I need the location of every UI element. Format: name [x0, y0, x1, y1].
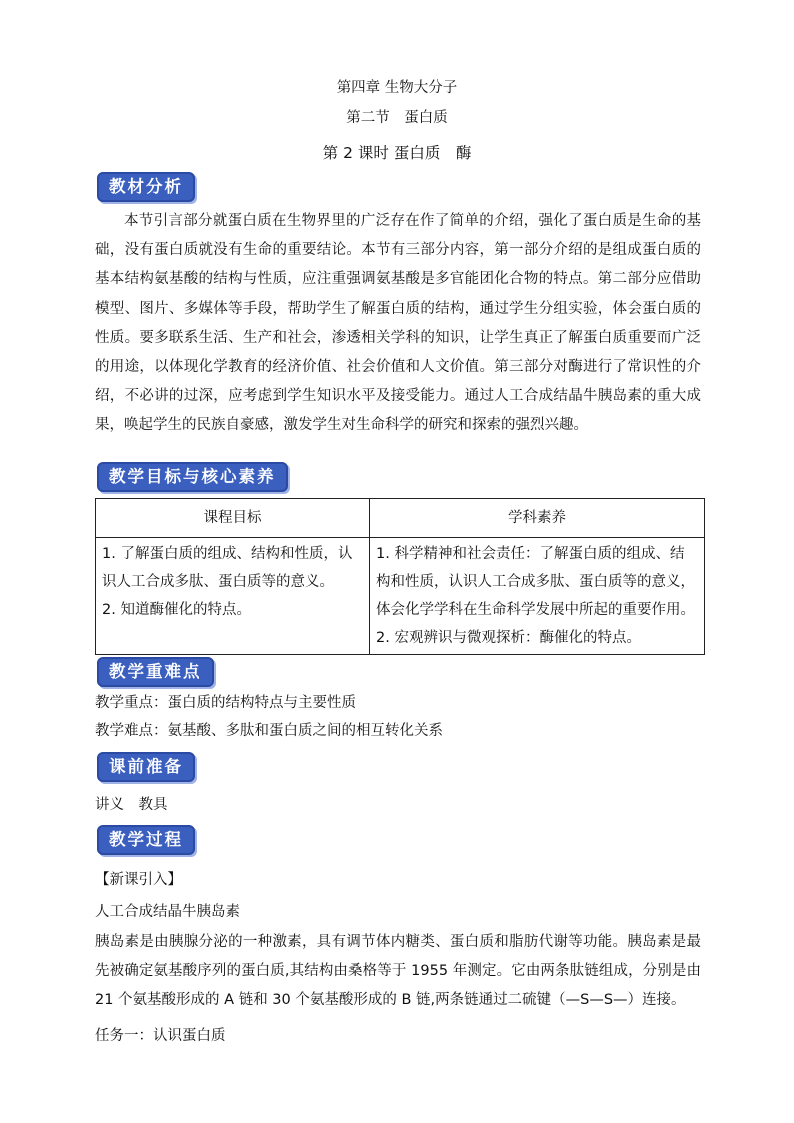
intro-topic: 人工合成结晶牛胰岛素: [95, 904, 240, 920]
preparation-badge: 课前准备: [97, 752, 195, 782]
literacy-item: 2. 宏观辨识与微观探析：酶催化的特点。: [376, 630, 641, 646]
literacy-cell: [370, 538, 705, 655]
analysis-badge: 教材分析: [97, 172, 195, 202]
course-goal-item: 1. 了解蛋白质的组成、结构和性质，认识人工合成多肽、蛋白质等的意义。: [102, 546, 353, 590]
insulin-paragraph: 胰岛素是由胰腺分泌的一种激素，具有调节体内糖类、蛋白质和脂肪代谢等功能。胰岛素是最先被确定氨基酸序列的蛋白质,其结构由桑格等于 1955 年测定。它由两条肽链组成，分别是由 21 个氨基酸形成的 A 链和 30 个氨基酸形成的 B 链,两条链通过二硫键（—S—S—）连接。: [95, 934, 701, 1009]
goals-table: [95, 498, 705, 655]
chapter-title: 第四章 生物大分子: [336, 80, 458, 96]
teaching-focus: 教学重点：蛋白质的结构特点与主要性质: [95, 695, 356, 711]
teaching-difficulty: 教学难点：氨基酸、多肽和蛋白质之间的相互转化关系: [95, 723, 443, 739]
course-goals-cell: [96, 538, 370, 655]
literacy-item: 1. 科学精神和社会责任：了解蛋白质的组成、结构和性质，认识人工合成多肽、蛋白质等的意义，体会化学学科在生命科学发展中所起的重要作用。: [376, 546, 695, 618]
key-points-badge: 教学重难点: [97, 657, 214, 687]
process-badge: 教学过程: [97, 825, 195, 855]
lesson-title: 第 2 课时 蛋白质 酶: [322, 144, 472, 162]
goals-col2-header: 学科素养: [370, 499, 705, 538]
task-one: 任务一：认识蛋白质: [95, 1028, 226, 1044]
course-goal-item: 2. 知道酶催化的特点。: [102, 602, 251, 618]
intro-label: 【新课引入】: [95, 872, 182, 888]
goals-badge: 教学目标与核心素养: [97, 462, 288, 492]
preparation-text: 讲义 教具: [95, 797, 168, 813]
analysis-paragraph: 本节引言部分就蛋白质在生物界里的广泛存在作了简单的介绍，强化了蛋白质是生命的基础，没有蛋白质就没有生命的重要结论。本节有三部分内容，第一部分介绍的是组成蛋白质的基本结构氨基酸的结构与性质，应注重强调氨基酸是多官能团化合物的特点。第二部分应借助模型、图片、多媒体等手段，帮助学生了解蛋白质的结构，通过学生分组实验，体会蛋白质的性质。要多联系生活、生产和社会，渗透相关学科的知识，让学生真正了解蛋白质重要而广泛的用途，以体现化学教育的经济价值、社会价值和人文价值。第三部分对酶进行了常识性的介绍，不必讲的过深，应考虑到学生知识水平及接受能力。通过人工合成结晶牛胰岛素的重大成果，唤起学生的民族自豪感，激发学生对生命科学的研究和探索的强烈兴趣。: [95, 213, 701, 434]
section-title: 第二节 蛋白质: [346, 110, 448, 126]
goals-col1-header: 课程目标: [96, 499, 370, 538]
